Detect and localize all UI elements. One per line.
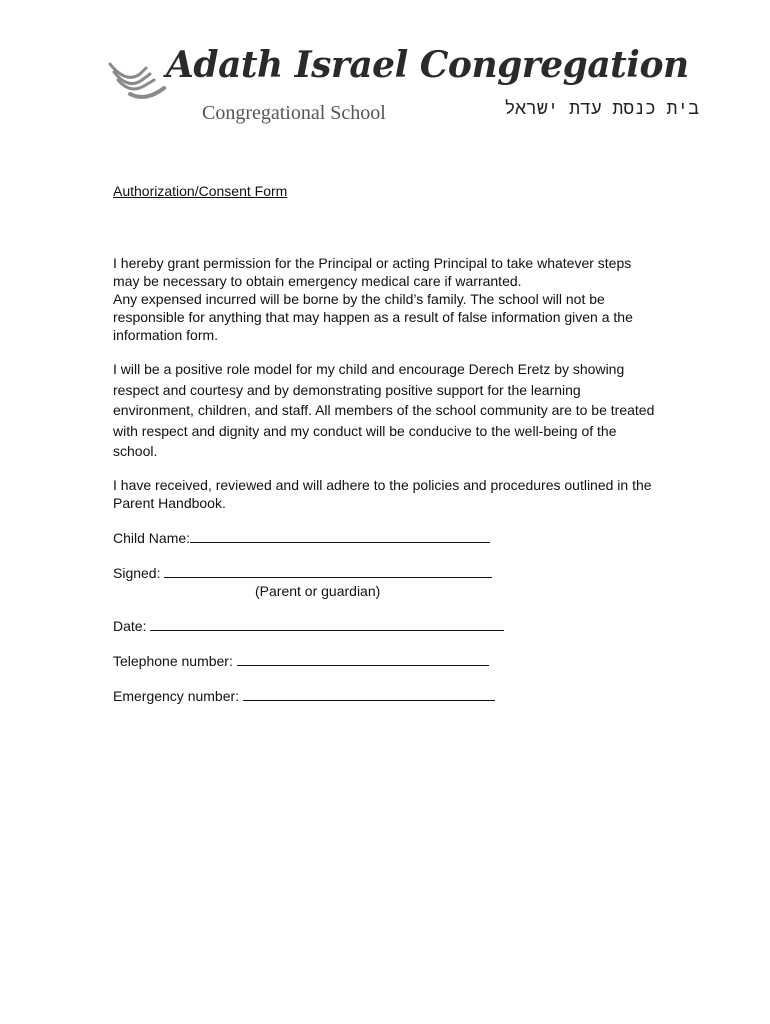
telephone-input[interactable] xyxy=(237,652,489,666)
consent-form xyxy=(113,182,658,705)
date-field xyxy=(113,617,658,635)
role-model-paragraph: I will be a positive role model for my child and encourage Derech Eretz by showing respect and courtesy and by demonstrating positive support for the learning environment, children, and staff. All members of the school community are to be treated with respect and dignity and my conduct will be conducive to the well-being of the school. xyxy=(113,361,655,459)
signed-label: Signed: xyxy=(113,564,161,581)
hebrew-name: בית כנסת עדת ישראל xyxy=(504,98,699,119)
date-label: Date: xyxy=(113,617,147,634)
child-name-input[interactable] xyxy=(190,529,490,543)
school-name: Congregational School xyxy=(202,102,386,124)
letterhead xyxy=(106,40,706,132)
emergency-input[interactable] xyxy=(243,687,495,701)
child-name-field xyxy=(113,529,658,547)
emergency-field xyxy=(113,687,658,705)
menorah-logo-icon xyxy=(106,54,170,104)
signed-field xyxy=(113,564,658,582)
medical-permission-paragraph xyxy=(113,254,658,344)
emergency-label: Emergency number: xyxy=(113,687,240,704)
child-name-label: Child Name: xyxy=(113,529,191,546)
signed-note: (Parent or guardian) xyxy=(255,582,381,599)
telephone-label: Telephone number: xyxy=(113,652,233,669)
signature-input[interactable] xyxy=(164,564,492,578)
handbook-paragraph: I have received, reviewed and will adhere to the policies and procedures outlined in the Parent Handbook. xyxy=(113,476,652,511)
date-input[interactable] xyxy=(150,617,504,631)
organization-name: Adath Israel Congregation xyxy=(166,44,689,86)
medical-permission-text: I hereby grant permission for the Principal or acting Principal to take whatever steps may be necessary to obtain emergency medical care if warranted. xyxy=(113,255,632,289)
form-title: Authorization/Consent Form xyxy=(113,183,288,199)
telephone-field xyxy=(113,652,658,670)
liability-text: Any expensed incurred will be borne by the child’s family. The school will not be responsible for anything that may happen as a result of false information given a the information form. xyxy=(113,291,633,343)
